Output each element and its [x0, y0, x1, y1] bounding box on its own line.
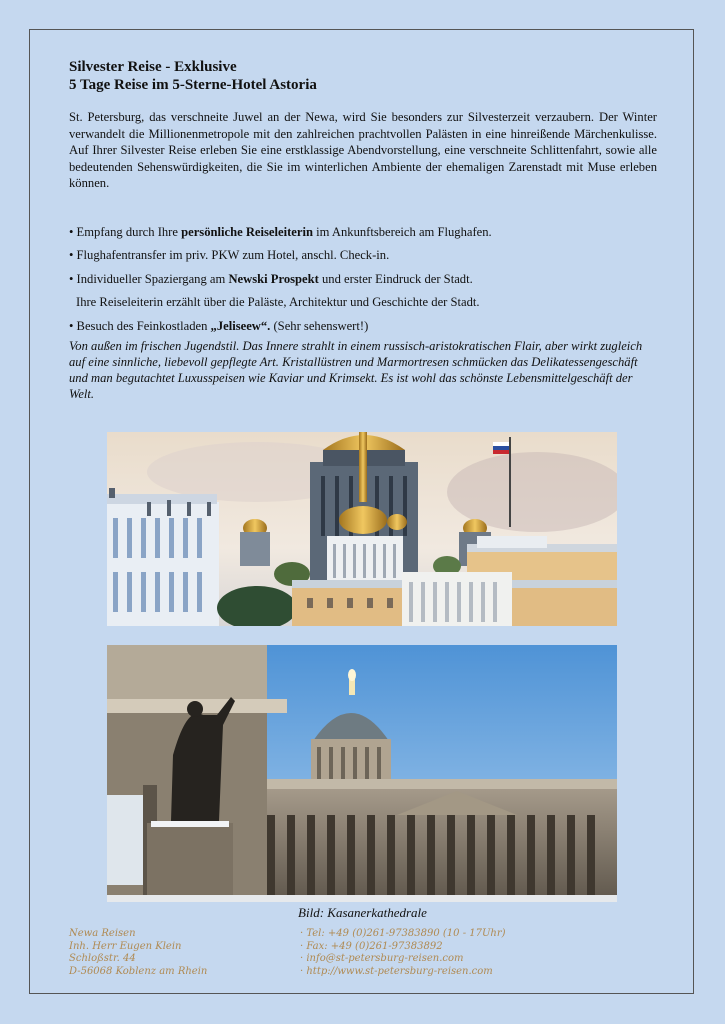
fax-number: · Fax: +49 (0)261-97383892	[300, 940, 443, 952]
title-line-2: 5 Tage Reise im 5-Sterne-Hotel Astoria	[69, 77, 317, 93]
company-name: Newa Reisen	[69, 928, 136, 939]
owner-name: Inh. Herr Eugen Klein	[69, 940, 182, 952]
title-line-1: Silvester Reise - Exklusive	[69, 59, 237, 75]
photo-caption: Bild: Kasanerkathedrale	[298, 905, 427, 920]
main-content	[69, 58, 657, 415]
itinerary-item: • Flughafentransfer im priv. PKW zum Hotel, anschl. Check-in.	[69, 248, 390, 263]
footer-address	[69, 928, 289, 978]
footer-contact	[300, 928, 630, 978]
jeliseew-description: Von außen im frischen Jugendstil. Das Innere strahlt in einem russisch-aristokratischen Flair, aber wirkt zugleich auf eine sinnliche, liebevoll gepflegte Art. Kristallüstren und Marmortresen schmücken das Delikatessengeschäft und man begutachtet Luxusspeisen wie Kaviar und Krimsekt. Es ist wohl das schönste Lebensmittelgeschäft der Welt.	[69, 339, 643, 402]
website-link[interactable]: · http://www.st-petersburg-reisen.com	[300, 965, 493, 977]
itinerary-item: • Individueller Spaziergang am Newski Prospekt und erster Eindruck der Stadt.	[69, 271, 473, 286]
page-title	[69, 58, 657, 94]
city-address: D-56068 Koblenz am Rhein	[69, 965, 208, 977]
street-address: Schloßstr. 44	[69, 953, 136, 964]
itinerary-item: • Besuch des Feinkostladen „Jeliseew“. (Sehr sehenswert!)	[69, 318, 369, 333]
st-petersburg-skyline-photo	[107, 432, 617, 626]
kazan-cathedral-photo	[107, 645, 617, 902]
intro-paragraph: St. Petersburg, das verschneite Juwel an der Newa, wird Sie besonders zur Silvesterzeit verzaubern. Der Winter verwandelt die Millionenmetropole mit den zahlreichen prachtvollen Palästen in eine hinreißende Märchenkulisse. Auf Ihrer Silvester Reise erleben Sie eine erstklassige Abendvorstellung, eine verschneite Schlittenfahrt, sowie alle bedeutenden Sehenswürdigkeiten, die Sie im winterlichen Ambiente der ehemaligen Zarenstadt mit Muse erleben können.	[69, 110, 657, 191]
itinerary-item: • Empfang durch Ihre persönliche Reiseleiterin im Ankunftsbereich am Flughafen.	[69, 224, 492, 239]
email-link[interactable]: · info@st-petersburg-reisen.com	[300, 953, 464, 964]
itinerary-item-continuation: Ihre Reiseleiterin erzählt über die Paläste, Architektur und Geschichte der Stadt.	[76, 295, 480, 310]
itinerary-list	[69, 221, 657, 339]
phone-number: · Tel: +49 (0)261-97383890 (10 - 17Uhr)	[300, 928, 506, 939]
